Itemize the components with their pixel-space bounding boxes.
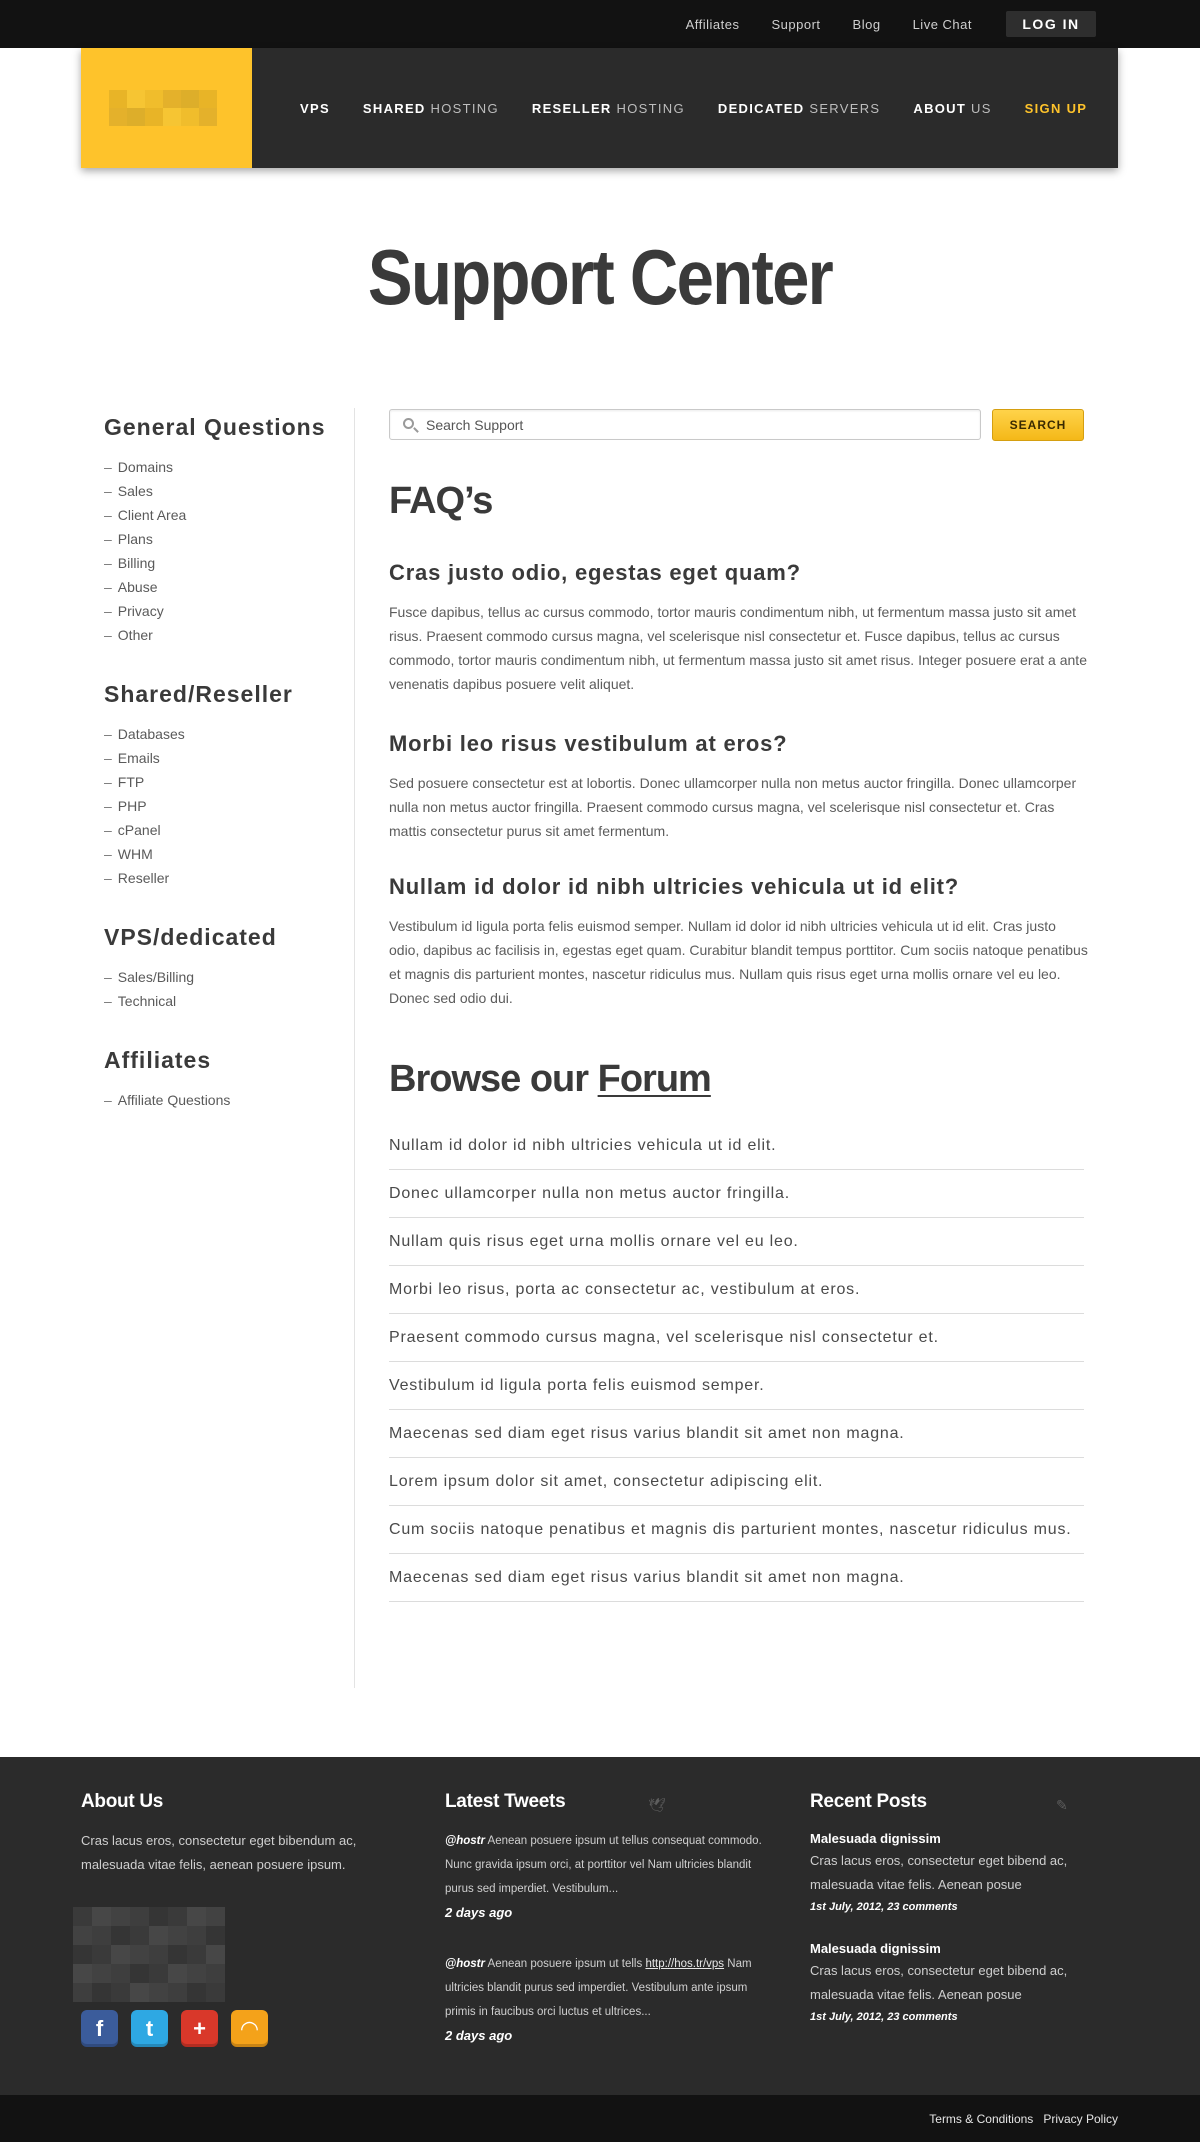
sidebar-item[interactable] xyxy=(104,503,344,527)
sidebar-list xyxy=(104,1088,344,1112)
pixel-block xyxy=(73,1926,92,1945)
footer-about-text: Cras lacus eros, consectetur eget bibendum ac, malesuada vitae felis, aenean posuere ipsum. xyxy=(81,1833,357,1872)
top-link-affiliates[interactable]: Affiliates xyxy=(685,16,740,32)
sidebar-list xyxy=(104,722,344,890)
pixel-block xyxy=(206,1983,225,2002)
pixel-block xyxy=(181,90,199,108)
nav-shared-hosting[interactable] xyxy=(363,101,499,116)
sidebar-item[interactable] xyxy=(104,623,344,647)
dash-icon: – xyxy=(104,531,112,547)
top-link-blog[interactable]: Blog xyxy=(852,16,881,32)
pixel-block xyxy=(92,1964,111,1983)
nav-reseller-suffix: HOSTING xyxy=(611,100,685,116)
sidebar-item-label: Sales/Billing xyxy=(117,969,195,985)
pixel-block xyxy=(187,1983,206,2002)
tweet-text: Aenean posuere ipsum ut tellus consequat commodo. Nunc gravida ipsum orci, at porttitor vel Nam ultricies blandit purus sed imperdiet. Vestibulum... xyxy=(445,1835,762,1895)
sidebar-item[interactable] xyxy=(104,965,344,989)
faq-question: Nullam id dolor id nibh ultricies vehicula ut id elit? xyxy=(389,874,960,899)
nav-reseller-label: RESELLER xyxy=(531,100,612,116)
faq-answer: Fusce dapibus, tellus ac cursus commodo, tortor mauris condimentum nibh, ut fermentum massa justo sit amet risus. Praesent commodo cursus magna, vel scelerisque nisl consectetur et. Fusce dapibus, tellus ac cursus commodo, tortor mauris condimentum nibh, ut fermentum massa justo sit amet risus. Integer posuere erat a ante venenatis dapibus posuere velit aliquet. xyxy=(389,604,1087,692)
sidebar-item[interactable] xyxy=(104,551,344,575)
page-title: Support Center xyxy=(367,233,833,321)
nav-shared-label: SHARED xyxy=(362,100,426,116)
pixel-block xyxy=(73,1983,92,2002)
pixel-block xyxy=(92,1926,111,1945)
search-box xyxy=(389,409,981,440)
sidebar-item-label: Client Area xyxy=(117,507,187,523)
pixel-block xyxy=(145,90,163,108)
nav-about-us[interactable] xyxy=(913,101,991,116)
top-utility-bar xyxy=(0,0,1200,48)
sidebar-item[interactable] xyxy=(104,575,344,599)
twitter-bird-icon: 🕊 xyxy=(648,1797,666,1813)
sidebar-item[interactable] xyxy=(104,794,344,818)
sidebar-item-label: Databases xyxy=(117,726,185,742)
nav-reseller-hosting[interactable] xyxy=(532,101,685,116)
sidebar-item[interactable] xyxy=(104,455,344,479)
sidebar-item-label: FTP xyxy=(117,774,145,790)
sidebar-item[interactable] xyxy=(104,818,344,842)
facebook-icon[interactable]: f xyxy=(81,2010,118,2047)
main-nav-links xyxy=(300,48,1087,168)
pixel-block xyxy=(130,1907,149,1926)
sidebar-item[interactable] xyxy=(104,989,344,1013)
dash-icon: – xyxy=(104,603,112,619)
sidebar-group xyxy=(104,924,344,1013)
nav-about-label: ABOUT xyxy=(913,100,967,116)
tweet-text: Aenean posuere ipsum ut tells xyxy=(484,1958,646,1970)
pixel-block xyxy=(73,1907,92,1926)
sidebar-item[interactable] xyxy=(104,746,344,770)
top-link-support[interactable]: Support xyxy=(771,16,821,32)
pixel-block xyxy=(168,1983,187,2002)
faq-answer: Vestibulum id ligula porta felis euismod semper. Nullam id dolor id nibh ultricies vehicula ut id elit. Cras justo odio, dapibus ac facilisis in, egestas eget quam. Curabitur blandit tempus porttitor. Cum sociis natoque penatibus et magnis dis parturient montes, nascetur ridiculus mus. Nullam quis risus eget urna mollis ornare vel eu leo. Donec sed odio dui. xyxy=(389,918,1088,1006)
sidebar-item[interactable] xyxy=(104,599,344,623)
faq-answer: Sed posuere consectetur est at lobortis. Donec ullamcorper nulla non metus auctor fringilla. Donec ullamcorper nulla non metus auctor fringilla. Praesent commodo cursus magna, vel scelerisque nisl consectetur et. Cras mattis consectetur purus sit amet fermentum. xyxy=(389,775,1077,839)
pixel-block xyxy=(73,1945,92,1964)
sidebar-list xyxy=(104,965,344,1013)
pixel-block xyxy=(109,90,127,108)
recent-post xyxy=(810,1939,1100,2027)
sidebar-item[interactable] xyxy=(104,722,344,746)
tweet-handle[interactable]: @hostr xyxy=(445,1958,485,1970)
pixel-block xyxy=(206,1964,225,1983)
pixel-block xyxy=(187,1945,206,1964)
pixel-block xyxy=(206,1926,225,1945)
dash-icon: – xyxy=(104,507,112,523)
faq-title: FAQ’s xyxy=(389,480,493,522)
forum-thread[interactable]: Nullam quis risus eget urna mollis ornare vel eu leo. xyxy=(389,1218,1084,1266)
search-input[interactable] xyxy=(426,410,966,439)
pixel-block xyxy=(163,90,181,108)
dash-icon: – xyxy=(104,822,112,838)
forum-thread[interactable]: Morbi leo risus, porta ac consectetur ac, vestibulum at eros. xyxy=(389,1266,1084,1314)
pencil-icon: ✎ xyxy=(1056,1797,1068,1813)
nav-dedicated-label: DEDICATED xyxy=(717,100,805,116)
pixel-block xyxy=(109,108,127,126)
footer-posts-title: Recent Posts xyxy=(810,1791,927,1812)
dash-icon: – xyxy=(104,726,112,742)
dash-icon: – xyxy=(104,1092,112,1108)
pixel-block xyxy=(149,1983,168,2002)
pixel-block xyxy=(111,1945,130,1964)
forum-thread[interactable]: Nullam id dolor id nibh ultricies vehicula ut id elit. xyxy=(389,1122,1084,1170)
tweet-time: 2 days ago xyxy=(445,1905,513,1920)
support-sidebar xyxy=(104,414,344,1146)
forum-thread[interactable]: Vestibulum id ligula porta felis euismod semper. xyxy=(389,1362,1084,1410)
dash-icon: – xyxy=(104,555,112,571)
footer-logo-mark xyxy=(73,1907,237,2002)
faq-item xyxy=(389,731,1089,843)
pixel-block xyxy=(111,1964,130,1983)
pixel-block xyxy=(92,1945,111,1964)
dash-icon: – xyxy=(104,774,112,790)
tweet-text: Nam ultricies blandit purus sed imperdiet. Vestibulum ante ipsum primis in faucibus orci luctus et ultrices... xyxy=(445,1958,752,2018)
dash-icon: – xyxy=(104,870,112,886)
pixel-block xyxy=(127,90,145,108)
dash-icon: – xyxy=(104,579,112,595)
sidebar-group xyxy=(104,414,344,647)
nav-vps[interactable] xyxy=(300,101,330,116)
pixel-block xyxy=(111,1983,130,2002)
sidebar-item-label: Plans xyxy=(117,531,153,547)
sidebar-item-label: Domains xyxy=(117,459,174,475)
footer-posts xyxy=(810,1791,1100,2049)
sidebar-item-label: PHP xyxy=(117,798,147,814)
search-icon xyxy=(403,418,414,429)
sidebar-item-label: Reseller xyxy=(117,870,170,886)
forum-thread[interactable]: Maecenas sed diam eget risus varius blandit sit amet non magna. xyxy=(389,1410,1084,1458)
sidebar-item-label: Technical xyxy=(117,993,177,1009)
pixel-block xyxy=(187,1926,206,1945)
pixel-block xyxy=(111,1907,130,1926)
sidebar-group-title: Affiliates xyxy=(104,1047,212,1073)
google-plus-icon[interactable]: + xyxy=(181,2010,218,2047)
faq-item xyxy=(389,560,1089,696)
forum-thread[interactable]: Praesent commodo cursus magna, vel scelerisque nisl consectetur et. xyxy=(389,1314,1084,1362)
sidebar-item[interactable] xyxy=(104,527,344,551)
forum-title-prefix: Browse our xyxy=(389,1058,598,1100)
nav-vps-label: VPS xyxy=(300,100,330,116)
tweet-link[interactable]: http://hos.tr/vps xyxy=(645,1958,725,1970)
pixel-block xyxy=(206,1945,225,1964)
pixel-block xyxy=(168,1926,187,1945)
dash-icon: – xyxy=(104,483,112,499)
pixel-block xyxy=(73,1964,92,1983)
pixel-block xyxy=(181,108,199,126)
sidebar-item-label: Emails xyxy=(117,750,160,766)
dash-icon: – xyxy=(104,627,112,643)
nav-about-suffix: US xyxy=(966,100,992,116)
forum-thread[interactable]: Donec ullamcorper nulla non metus auctor fringilla. xyxy=(389,1170,1084,1218)
sidebar-item[interactable] xyxy=(104,866,344,890)
pixel-block xyxy=(149,1964,168,1983)
forum-link[interactable]: Forum xyxy=(597,1058,711,1100)
dash-icon: – xyxy=(104,459,112,475)
sidebar-item-label: Abuse xyxy=(117,579,158,595)
forum-thread-list xyxy=(389,1122,1084,1602)
pixel-block xyxy=(111,1926,130,1945)
pixel-block xyxy=(206,1907,225,1926)
pixel-block xyxy=(187,1964,206,1983)
faq-question: Cras justo odio, egestas eget quam? xyxy=(389,560,801,585)
sidebar-item-label: Sales xyxy=(117,483,153,499)
dash-icon: – xyxy=(104,993,112,1009)
tweet-handle[interactable]: @hostr xyxy=(445,1835,485,1847)
sidebar-list xyxy=(104,455,344,647)
nav-dedicated-suffix: SERVERS xyxy=(804,100,881,116)
sidebar-group-title: General Questions xyxy=(104,414,326,440)
terms-link[interactable]: Terms & Conditions xyxy=(929,2111,1034,2126)
pixel-block xyxy=(149,1907,168,1926)
pixel-block xyxy=(130,1964,149,1983)
main-navbar xyxy=(81,48,1118,168)
top-links xyxy=(654,0,1096,48)
post-title[interactable]: Malesuada dignissim xyxy=(810,1941,941,1956)
sidebar-item[interactable] xyxy=(104,1088,344,1112)
footer-tweets xyxy=(445,1791,765,2075)
dash-icon: – xyxy=(104,798,112,814)
faq-question: Morbi leo risus vestibulum at eros? xyxy=(389,731,788,756)
sidebar-group-title: Shared/Reseller xyxy=(104,681,293,707)
rss-icon[interactable]: ◠ xyxy=(231,2010,268,2047)
recent-post xyxy=(810,1829,1100,1917)
sidebar-divider xyxy=(354,408,355,1688)
nav-shared-suffix: HOSTING xyxy=(425,100,499,116)
sidebar-item-label: cPanel xyxy=(117,822,161,838)
logo[interactable] xyxy=(81,48,252,168)
nav-sign-up[interactable]: SIGN UP xyxy=(1024,100,1088,116)
forum-thread[interactable]: Maecenas sed diam eget risus varius blandit sit amet non magna. xyxy=(389,1554,1084,1602)
pixel-block xyxy=(130,1945,149,1964)
pixel-block xyxy=(92,1907,111,1926)
social-icons xyxy=(81,2010,281,2047)
sidebar-item-label: Other xyxy=(117,627,153,643)
search-button[interactable]: SEARCH xyxy=(992,409,1084,441)
post-meta: 1st July, 2012, 23 comments xyxy=(810,2011,958,2023)
privacy-link[interactable]: Privacy Policy xyxy=(1043,2111,1118,2126)
bottom-links xyxy=(919,2095,1118,2142)
pixel-block xyxy=(149,1945,168,1964)
pixel-block xyxy=(199,90,217,108)
pixel-block xyxy=(145,108,163,126)
pixel-block xyxy=(127,108,145,126)
faq-item xyxy=(389,874,1089,1010)
forum-thread[interactable]: Cum sociis natoque penatibus et magnis dis parturient montes, nascetur ridiculus mus. xyxy=(389,1506,1084,1554)
twitter-icon[interactable]: t xyxy=(131,2010,168,2047)
forum-title xyxy=(389,1058,711,1101)
pixel-block xyxy=(168,1945,187,1964)
pixel-block xyxy=(149,1926,168,1945)
post-meta: 1st July, 2012, 23 comments xyxy=(810,1901,958,1913)
footer-about xyxy=(81,1791,401,1877)
pixel-block xyxy=(187,1907,206,1926)
post-excerpt: Cras lacus eros, consectetur eget bibend ac, malesuada vitae felis. Aenean posue xyxy=(810,1963,1068,2002)
dash-icon: – xyxy=(104,750,112,766)
pixel-block xyxy=(199,108,217,126)
sidebar-item-label: Affiliate Questions xyxy=(117,1092,231,1108)
pixel-block xyxy=(130,1926,149,1945)
pixel-block xyxy=(168,1907,187,1926)
footer-about-title: About Us xyxy=(81,1791,164,1812)
pixel-block xyxy=(163,108,181,126)
pixel-block xyxy=(168,1964,187,1983)
sidebar-group xyxy=(104,1047,344,1112)
pixel-block xyxy=(92,1983,111,2002)
sidebar-item-label: Privacy xyxy=(117,603,164,619)
sidebar-item[interactable] xyxy=(104,842,344,866)
tweet-time: 2 days ago xyxy=(445,2028,513,2043)
dash-icon: – xyxy=(104,846,112,862)
footer-tweets-title: Latest Tweets xyxy=(445,1791,566,1812)
logo-mark xyxy=(109,90,220,126)
pixel-block xyxy=(130,1983,149,2002)
sidebar-item[interactable] xyxy=(104,479,344,503)
sidebar-group-title: VPS/dedicated xyxy=(104,924,277,950)
login-button[interactable]: LOG IN xyxy=(1006,11,1096,37)
tweet xyxy=(445,1829,765,1926)
sidebar-item-label: Billing xyxy=(117,555,156,571)
post-excerpt: Cras lacus eros, consectetur eget bibend ac, malesuada vitae felis. Aenean posue xyxy=(810,1853,1068,1892)
nav-dedicated-servers[interactable] xyxy=(718,101,881,116)
dash-icon: – xyxy=(104,969,112,985)
sidebar-item-label: WHM xyxy=(117,846,153,862)
sidebar-item[interactable] xyxy=(104,770,344,794)
sidebar-group xyxy=(104,681,344,890)
top-link-live-chat[interactable]: Live Chat xyxy=(912,16,972,32)
bottom-bar xyxy=(0,2095,1200,2142)
tweet xyxy=(445,1952,765,2049)
post-title[interactable]: Malesuada dignissim xyxy=(810,1831,941,1846)
forum-thread[interactable]: Lorem ipsum dolor sit amet, consectetur adipiscing elit. xyxy=(389,1458,1084,1506)
